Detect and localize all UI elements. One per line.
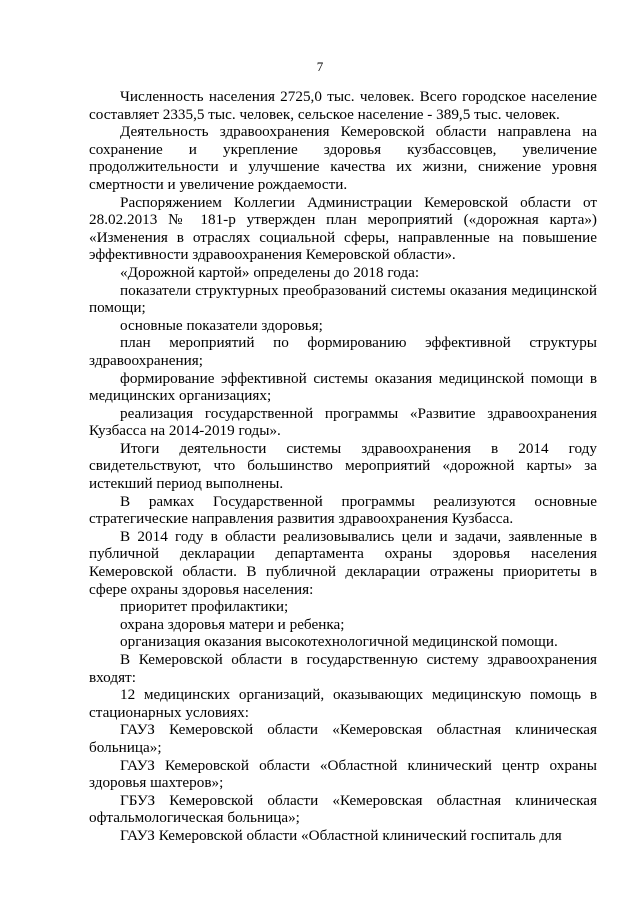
list-item-prevention: приоритет профилактики; xyxy=(120,598,289,616)
list-item-miners-health-center: ГАУЗ Кемеровской области «Областной клинический центр охраны здоровья шахтеров»; xyxy=(89,756,597,792)
paragraph-public-declaration: В 2014 году в области реализовывались цели и задачи, заявленные в публичной декларации департамента охраны здоровья населения Кемеровской области. В публичной декларации отражены приоритеты в сфере охраны здоровья населения: xyxy=(89,527,597,598)
list-item-mother-child: охрана здоровья матери и ребенка; xyxy=(120,615,345,633)
page-number: 7 xyxy=(316,59,324,74)
paragraph-results-2014: Итоги деятельности системы здравоохранения в 2014 году свидетельствуют, что большинство мероприятий «дорожной карты» за истекший период выполнены. xyxy=(89,439,597,493)
list-item-clinical-hospital-truncated: ГАУЗ Кемеровской области «Областной клинический госпиталь для xyxy=(120,826,562,844)
list-item-structural-indicators: показатели структурных преобразований системы оказания медицинской помощи; xyxy=(89,281,597,317)
list-item-health-indicators: основные показатели здоровья; xyxy=(120,316,323,334)
list-item-inpatient-organizations: 12 медицинских организаций, оказывающих медицинскую помощь в стационарных условиях: xyxy=(89,686,597,721)
paragraph-roadmap-decree: Распоряжением Коллегии Администрации Кемеровской области от 28.02.2013 № 181-р утвержден план мероприятий («дорожная карта») «Изменения в отраслях социальной сферы, направленные на повышение эффективности здравоохранения Кемеровской области». xyxy=(89,193,597,264)
list-item-state-program: реализация государственной программы «Развитие здравоохранения Кузбасса на 2014-2019 годы». xyxy=(89,404,597,440)
list-item-high-tech-care: организация оказания высокотехнологичной медицинской помощи. xyxy=(120,633,558,651)
paragraph-system-composition: В Кемеровской области в государственную систему здравоохранения входят: xyxy=(89,651,597,686)
list-item-structure-plan: план мероприятий по формированию эффективной структуры здравоохранения; xyxy=(89,334,597,369)
paragraph-healthcare-activity: Деятельность здравоохранения Кемеровской области направлена на сохранение и укрепление здоровья кузбассовцев, увеличение продолжительности и улучшение качества их жизни, снижение уровня смертности и увеличение рождаемости. xyxy=(89,123,597,193)
paragraph-state-program: В рамках Государственной программы реализуются основные стратегические направления развития здравоохранения Кузбасса. xyxy=(89,492,597,528)
document-body xyxy=(89,88,597,845)
list-item-ophthalmology-hospital: ГБУЗ Кемеровской области «Кемеровская областная клиническая офтальмологическая больница»; xyxy=(89,791,597,827)
paragraph-population: Численность населения 2725,0 тыс. человек. Всего городское население составляет 2335,5 тыс. человек, сельское население - 389,5 тыс. человек. xyxy=(89,88,597,123)
paragraph-roadmap-intro: «Дорожной картой» определены до 2018 года: xyxy=(120,263,420,281)
list-item-effective-system: формирование эффективной системы оказания медицинской помощи в медицинских организациях; xyxy=(89,369,597,405)
list-item-regional-clinical-hospital: ГАУЗ Кемеровской области «Кемеровская областная клиническая больница»; xyxy=(89,721,597,756)
